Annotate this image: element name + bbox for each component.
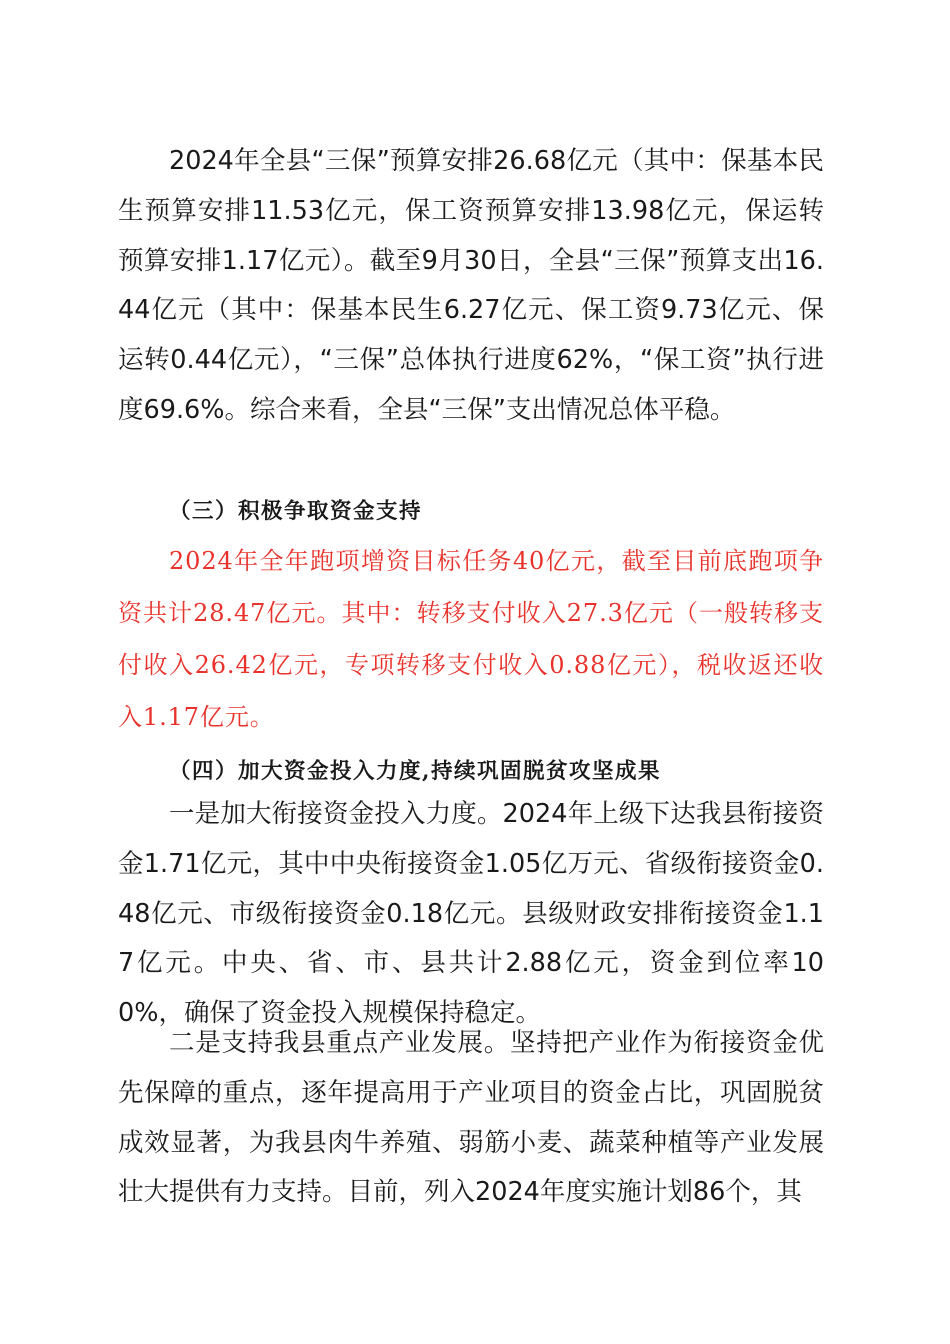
- section-heading-3: （三）积极争取资金支持: [169, 499, 423, 524]
- section-heading-4: （四）加大资金投入力度,持续巩固脱贫攻坚成果: [169, 759, 661, 784]
- paragraph-funding-support: 2024年全年跑项增资目标任务40亿元，截至目前底跑项争资共计28.47亿元。其中：转移支付收入27.3亿元（一般转移支付收入26.42亿元，专项转移支付收入0.88亿元），税收返还收入1.17亿元。: [118, 547, 824, 731]
- paragraph-investment: 一是加大衔接资金投入力度。2024年上级下达我县衔接资金1.71亿元，其中中央衔接资金1.05亿万元、省级衔接资金0.48亿元、市级衔接资金0.18亿元。县级财政安排衔接资金1.17亿元。中央、省、市、县共计2.88亿元，资金到位率100%，确保了资金投入规模保持稳定。: [118, 799, 824, 1029]
- paragraph-sanbao-budget: 2024年全县“三保”预算安排26.68亿元（其中：保基本民生预算安排11.53亿元，保工资预算安排13.98亿元，保运转预算安排1.17亿元）。截至9月30日，全县“三保”预算支出16.44亿元（其中：保基本民生6.27亿元、保工资9.73亿元、保运转0.44亿元），“三保”总体执行进度62%，“保工资”执行进度69.6%。综合来看，全县“三保”支出情况总体平稳。: [118, 146, 824, 425]
- paragraph-industry-development: 二是支持我县重点产业发展。坚持把产业作为衔接资金优先保障的重点，逐年提高用于产业项目的资金占比，巩固脱贫成效显著，为我县肉牛养殖、弱筋小麦、蔬菜种植等产业发展壮大提供有力支持。目前，列入2024年度实施计划86个，其: [118, 1028, 824, 1208]
